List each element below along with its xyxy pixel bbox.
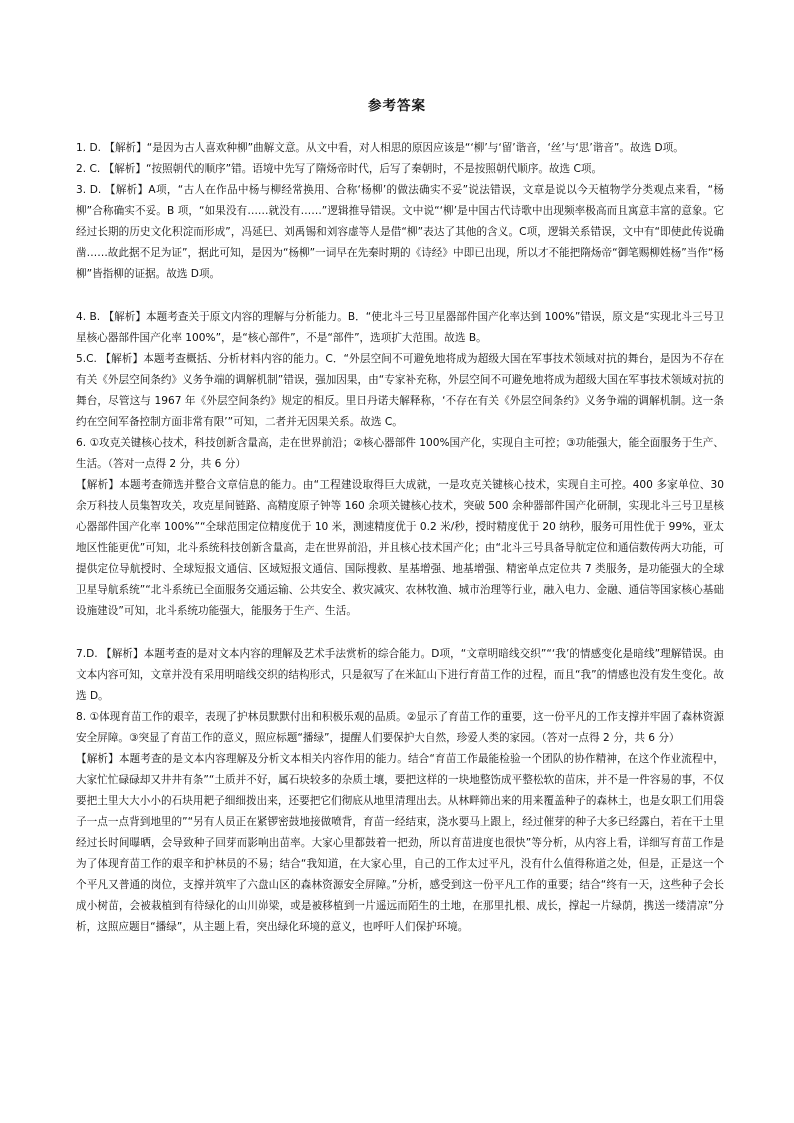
answer-2: 2. C. 【解析】“按照朝代的顺序”错。语境中先写了隋炀帝时代，后写了秦朝时，不是按照朝代顺序。故选 C项。 xyxy=(76,163,603,175)
answer-4: 4. B. 【解析】本题考查关于原文内容的理解与分析能力。B．“使北斗三号卫星器部件国产化率达到 100%”错误，原文是“实现北斗三号卫星核心器部件国产化率 100%”，是“核心部件”，不是“部件”，选项扩大范围。故选 B。 xyxy=(76,311,724,344)
answer-6: 6. ①攻克关键核心技术，科技创新含量高，走在世界前沿；②核心器部件 100%国产化，实现自主可控；③功能强大，能全面服务于生产、生活。（答对一点得 2 分，共 6 分） xyxy=(76,437,724,470)
answer-content xyxy=(76,138,724,938)
answer-6-analysis: 【解析】本题考查筛选并整合文章信息的能力。由“工程建设取得巨大成就，一是攻克关键核心技术，实现自主可控。400 多家单位、30 余万科技人员集智攻关，攻克星间链路、高精度原子钟等 160 余项关键核心技术，突破 500 余种器部件国产化研制，实现北斗三号卫星核心器部件国产化率 100%”“全球范围定位精度优于 10 米，测速精度优于 0.2 米/秒，授时精度优于 20 纳秒，服务可用性优于 99%，亚太地区性能更优”可知，北斗系统科技创新含量高，走在世界前沿，并且核心技术国产化；由“北斗三号具备导航定位和通信数传两大功能，可提供定位导航授时、全球短报文通信、区域短报文通信、国际搜救、星基增强、地基增强、精密单点定位共 7 类服务，是功能强大的全球卫星导航系统”“北斗系统已全面服务交通运输、公共安全、救灾减灾、农林牧渔、城市治理等行业，融入电力、金融、通信等国家核心基础设施建设”可知，北斗系统功能强大，能服务于生产、生活。 xyxy=(76,479,724,617)
answer-3: 3. D. 【解析】A项，“古人在作品中杨与柳经常换用、合称‘杨柳’的做法确实不妥”说法错误，文章是说以今天植物学分类观点来看，“杨柳”合称确实不妥。B 项，“如果没有……就没有……”逻辑推导错误。文中说“‘柳’是中国古代诗歌中出现频率极高而且寓意丰富的意象。它经过长期的历史文化积淀而形成”，冯延巳、刘禹锡和刘容虚等人是借“柳”表达了其他的含义。C项，逻辑关系错误，文中有“即使此传说确凿……故此据不足为证”，据此可知，是因为“杨柳”一词早在先秦时期的《诗经》中即已出现，所以才不能把隋炀帝“御笔赐柳姓杨”当作“杨柳”皆指柳的证据。故选 D项。 xyxy=(76,184,724,280)
answer-1: 1. D. 【解析】“是因为古人喜欢种柳”曲解文意。从文中看，对人相思的原因应该是“‘柳’与‘留’谐音，‘丝’与‘思’谐音”。故选 D项。 xyxy=(76,142,684,154)
answer-5: 5.C. 【解析】本题考查概括、分析材料内容的能力。C．“外层空间不可避免地将成为超级大国在军事技术领域对抗的舞台，是因为不存在有关《外层空间条约》义务争端的调解机制”错误，强加因果，由“专家补充称，外层空间不可避免地将成为超级大国在军事技术领域对抗的舞台，尽管这与 1967 年《外层空间条约》规定的相反。里日丹诺夫解释称，‘不存在有关《外层空间条约》义务争端的调解机制。这一条约在空间军备控制方面非常有限’”可知，二者并无因果关系。故选 C。 xyxy=(76,353,724,428)
answer-8: 8. ①体现育苗工作的艰辛，表现了护林员默默付出和积极乐观的品质。②显示了育苗工作的重要，这一份平凡的工作支撑并牢固了森林资源安全屏障。③突显了育苗工作的意义，照应标题“播绿”，提醒人们要保护大自然，珍爱人类的家园。（答对一点得 2 分，共 6 分） xyxy=(76,711,724,744)
answer-7: 7.D. 【解析】本题考查的是对文本内容的理解及艺术手法赏析的综合能力。D项，“文章明暗线交织”“‘我’的情感变化是暗线”理解错误。由文本内容可知，文章并没有采用明暗线交织的结构形式，只是叙写了在米缸山下进行育苗工作的过程，而且“我”的情感也没有发生变化。故选 D。 xyxy=(76,648,724,702)
answer-8-analysis: 【解析】本题考查的是文本内容理解及分析文本相关内容作用的能力。结合“育苗工作最能检验一个团队的协作精神，在这个作业流程中，大家忙忙碌碌却又井井有条”“土质并不好，属石块较多的杂质土壤，要把这样的一块地整饬成平整松软的苗床，并不是一件容易的事，不仅要把土里大大小小的石块用耙子细细拨出来，还要把它们彻底从地里清理出去。从林畔筛出来的用来覆盖种子的森林土，也是女职工们用袋子一点一点背到地里的”“另有人员正在紧锣密鼓地接做喷背，育苗一经结束，浇水要马上跟上，经过催芽的种子大多已经露白，若在干土里经过长时间曝晒，会导致种子回芽而影响出苗率。大家心里都鼓着一把劲，所以育苗进度也很快”等分析，从内容上看，详细写育苗工作是为了体现育苗工作的艰辛和护林员的不易；结合“我知道，在大家心里，自己的工作太过平凡，没有什么值得称道之处，但是，正是这一个个平凡又普通的岗位，支撑并筑牢了六盘山区的森林资源安全屏障。”分析，感受到这一份平凡工作的重要；结合“终有一天，这些种子会长成小树苗，会被栽植到有待绿化的山川峁梁，或是被移植到一片遥远而陌生的土地，在那里扎根、成长，撑起一片绿荫，携送一缕清凉”分析，这照应题目“播绿”，从主题上看，突出绿化环境的意义，也呼吁人们保护环境。 xyxy=(76,753,724,933)
page-title: 参考答案 xyxy=(368,98,426,114)
